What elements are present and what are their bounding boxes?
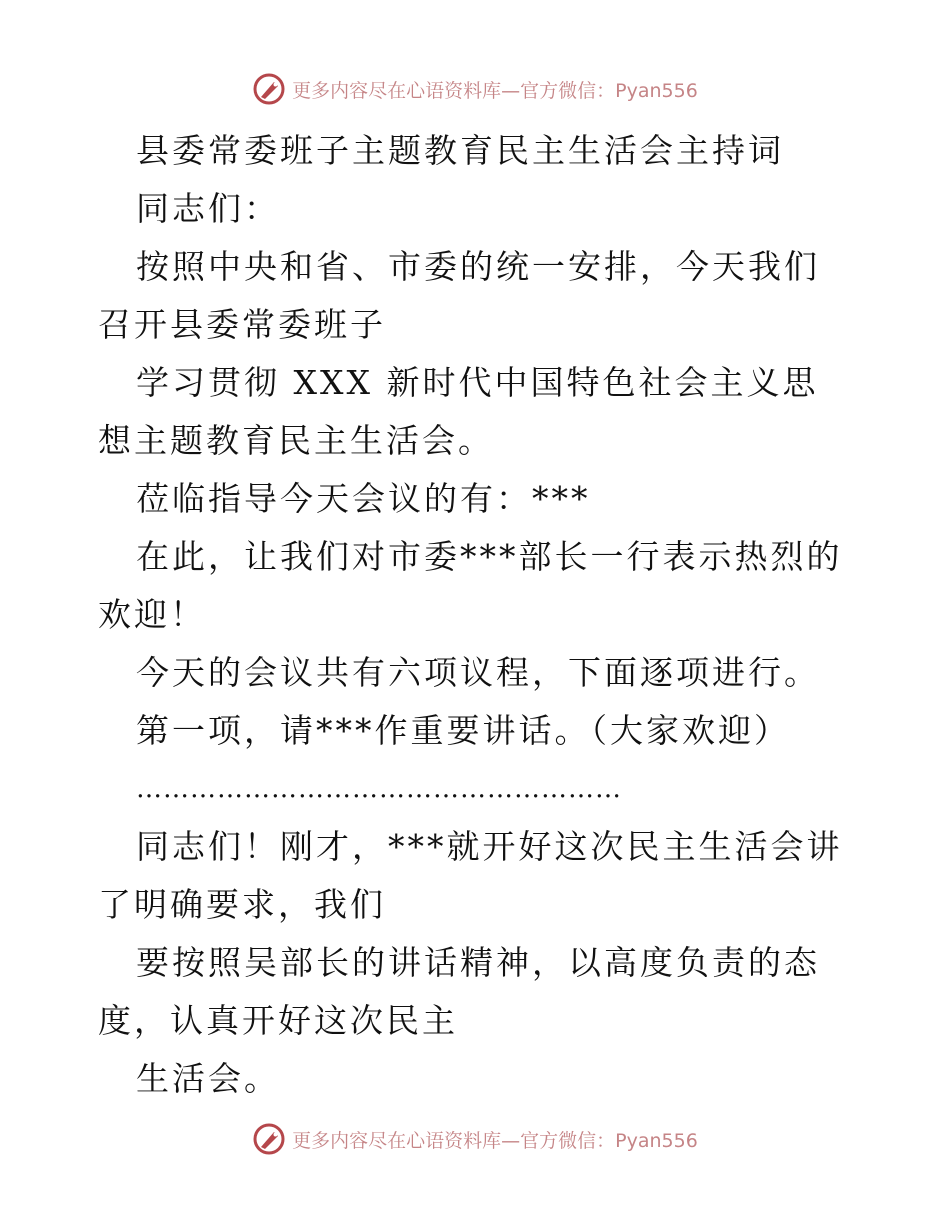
paragraph-spirit: 要按照吴部长的讲话精神，以高度负责的态度，认真开好这次民主 bbox=[98, 943, 820, 1040]
paragraph-item-one: 第一项，请***作重要讲话。（大家欢迎） bbox=[136, 711, 790, 750]
ellipsis-separator: ……………………………………………… bbox=[136, 774, 622, 804]
paragraph-greeting: 同志们： bbox=[136, 189, 280, 228]
watermark-text: 更多内容尽在心语资料库—官方微信：Pyan556 bbox=[292, 1129, 698, 1152]
document-body bbox=[98, 122, 850, 1108]
paragraph-meeting-topic: 学习贯彻 XXX 新时代中国特色社会主义思想主题教育民主生活会。 bbox=[98, 363, 819, 460]
paragraph-agenda: 今天的会议共有六项议程，下面逐项进行。 bbox=[136, 653, 820, 692]
watermark-text: 更多内容尽在心语资料库—官方微信：Pyan556 bbox=[292, 79, 698, 102]
paragraph-closing: 生活会。 bbox=[136, 1059, 280, 1098]
paragraph-arrangement: 按照中央和省、市委的统一安排，今天我们召开县委常委班子 bbox=[98, 247, 820, 344]
paragraph-requirements: 同志们！刚才，***就开好这次民主生活会讲了明确要求，我们 bbox=[98, 827, 843, 924]
paragraph-welcome: 在此，让我们对市委***部长一行表示热烈的欢迎！ bbox=[98, 537, 843, 634]
paragraph-guests: 莅临指导今天会议的有：*** bbox=[136, 479, 591, 518]
watermark-footer bbox=[0, 1122, 950, 1156]
pen-nib-circle-icon bbox=[252, 1122, 286, 1156]
pen-nib-circle-icon bbox=[252, 72, 286, 106]
watermark-header bbox=[0, 72, 950, 106]
document-title: 县委常委班子主题教育民主生活会主持词 bbox=[136, 131, 784, 170]
